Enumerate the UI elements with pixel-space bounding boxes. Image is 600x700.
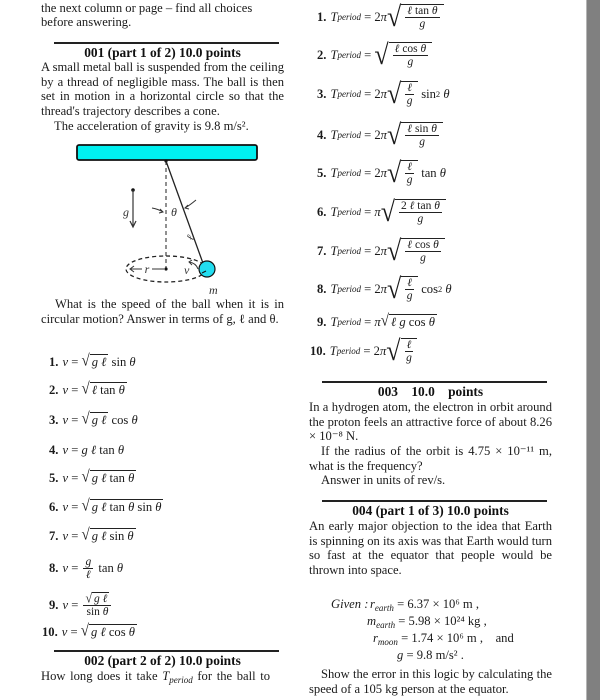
ceiling-bar (77, 145, 257, 160)
q003-body-2: If the radius of the orbit is 4.75 × 10⁻¹¹ m, what is the frequency? (309, 444, 552, 473)
q002-choice-1[interactable]: 1. T period = 2 π √ $\frac{\text{ℓ tan θ}}{g}$ (317, 4, 444, 30)
q001-choice-6[interactable]: 6. v = √ g ℓ tan θ sin θ (49, 497, 162, 515)
given-sub: earth (376, 620, 396, 630)
divider (322, 500, 547, 502)
conical-pendulum-diagram (60, 135, 280, 295)
q003-units: Answer in units of rev/s. (321, 473, 446, 487)
q001-choice-8[interactable]: 8. v = $\frac{g}{\text{ℓ}}$ tan θ (49, 556, 124, 581)
q002-choice-10[interactable]: 10. T period = 2 π √ $\frac{\text{ℓ}}{g}$ (310, 338, 417, 364)
q004-given-g (397, 648, 577, 663)
q004-given-rmoon (373, 631, 583, 650)
given-sub: moon (377, 637, 398, 647)
q001-choice-3[interactable]: 3. v = √ g ℓ cos θ (49, 410, 138, 428)
q001-choice-5[interactable]: 5. v = √ g ℓ tan θ (49, 468, 135, 486)
q001-choice-1[interactable]: 1. v = √ g ℓ sin θ (49, 352, 136, 370)
q004-given-label: Given : (331, 597, 369, 611)
label-ell: ℓ (184, 233, 198, 243)
label-theta: θ (171, 205, 177, 219)
q002-choice-3[interactable]: 3. T period = 2 π √ $\frac{\text{ℓ}}{g}$ sin 2 θ (317, 77, 450, 110)
q002-choice-7[interactable]: 7. T period = 2 π √ $\frac{\text{ℓ cos θ}}{g}$ (317, 238, 445, 264)
q001-choice-9[interactable]: 9. v = √ g ℓ sin θ (49, 592, 113, 618)
q002-choice-6[interactable]: 6. T period = π √ $\frac{\text{2 ℓ tan θ}}{g}$ (317, 199, 446, 225)
q002-body-sub: period (169, 675, 193, 685)
q001-body: A small metal ball is suspended from the ceiling by a thread of negligible mass. The ball is then set in motion in a horizontal circle so that the thread's trajectory describes a cone. (41, 60, 284, 118)
q004-given-rearth (370, 597, 580, 616)
q001-choice-10[interactable]: 10. v = √ g ℓ cos θ (42, 622, 135, 640)
q004-header: 004 (part 1 of 3) 10.0 points (352, 503, 509, 518)
given-rhs: = 5.98 × 10²⁴ kg , (398, 614, 487, 628)
q002-choice-4[interactable]: 4. T period = 2 π √ $\frac{\text{ℓ sin θ}}{g}$ (317, 122, 443, 148)
ball (199, 261, 215, 277)
q002-choice-9[interactable]: 9. T period = π √ ℓ g cos θ (317, 312, 435, 330)
given-rhs: = 1.74 × 10⁶ m , (401, 631, 483, 645)
q002-body-start: How long does it take (41, 669, 158, 683)
given-and: and (495, 631, 514, 645)
q002-body-var: T (162, 669, 170, 683)
given-lhs: r (373, 631, 378, 645)
q002-choice-8[interactable]: 8. T period = 2 π √ $\frac{\text{ℓ}}{g}$ cos 2 θ (317, 272, 452, 305)
q001-question: What is the speed of the ball when it is in circular motion? Answer in terms of g, ℓ and θ. (41, 297, 284, 326)
q004-body: An early major objection to the idea that Earth is spinning on its axis was that Earth would turn so fast at the equator that people would be thrown into space. (309, 519, 552, 577)
label-r: r (144, 262, 150, 276)
label-g: g (123, 205, 129, 219)
q002-body-end: for the ball to (197, 669, 271, 683)
q001-choice-4[interactable]: 4. v = g ℓ tan θ (49, 443, 125, 457)
q001-gravity: The acceleration of gravity is 9.8 m/s². (54, 119, 249, 133)
given-rhs: = 6.37 × 10⁶ m , (397, 597, 479, 611)
given-sub: earth (374, 603, 394, 613)
label-m: m (209, 283, 218, 295)
intro-line-2: before answering. (41, 15, 132, 29)
q002-choice-5[interactable]: 5. T period = 2 π √ $\frac{\text{ℓ}}{g}$ tan θ (317, 156, 446, 189)
q001-choice-2[interactable]: 2. v = √ ℓ tan θ (49, 380, 125, 398)
given-lhs: r (370, 597, 375, 611)
q002-choice-2[interactable]: 2. T period = √ $\frac{\text{ℓ cos θ}}{g}$ (317, 42, 432, 68)
q004-question: Show the error in this logic by calculating the speed of a 105 kg person at the equator. (309, 667, 552, 696)
q003-header: 003 10.0 points (377, 384, 484, 399)
given-lhs: g (397, 648, 404, 662)
q002-body (41, 669, 286, 688)
scrollbar[interactable] (586, 0, 600, 700)
q002-header: 002 (part 2 of 2) 10.0 points (84, 653, 241, 668)
given-lhs: m (367, 614, 377, 628)
given-rhs: = 9.8 m/s² . (406, 648, 464, 662)
q003-body: In a hydrogen atom, the electron in orbit around the proton feels an attractive force of about 8.26 × 10⁻⁸ N. (309, 400, 552, 444)
q001-header: 001 (part 1 of 2) 10.0 points (84, 45, 241, 60)
q004-given-mearth (367, 614, 577, 633)
intro-line-1: the next column or page – find all choices (41, 1, 253, 15)
divider (322, 381, 547, 383)
divider (54, 42, 279, 44)
divider (54, 650, 279, 652)
q001-choice-7[interactable]: 7. v = √ g ℓ sin θ (49, 526, 134, 544)
label-v: v (184, 263, 190, 277)
